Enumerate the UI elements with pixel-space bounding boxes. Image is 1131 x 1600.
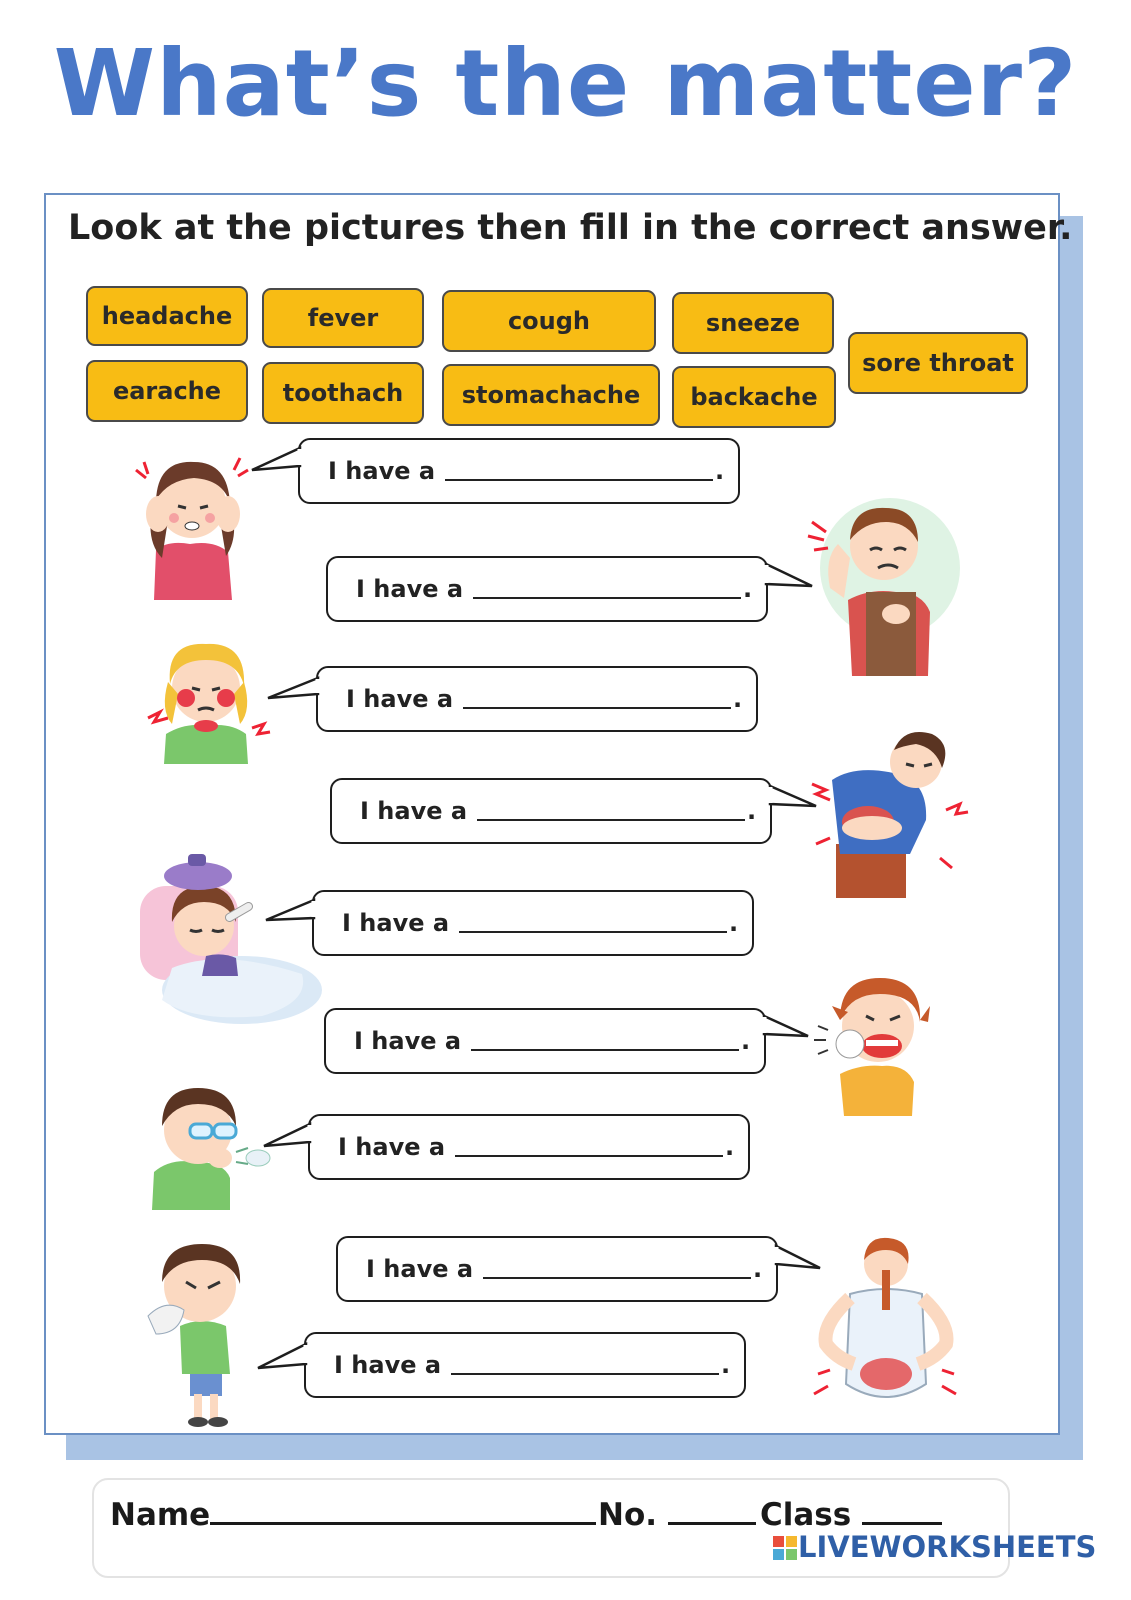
answer-bubble-6[interactable] xyxy=(324,1008,766,1074)
answer-bubble-9[interactable] xyxy=(304,1332,746,1398)
toothache-boy-icon xyxy=(810,964,940,1116)
word-chip-cough[interactable]: cough xyxy=(442,290,656,352)
bubble-prefix: I have a xyxy=(334,1351,442,1379)
answer-blank[interactable] xyxy=(483,1259,751,1279)
word-chip-stomachache[interactable]: stomachache xyxy=(442,364,660,426)
brand-text: LIVEWORKSHEETS xyxy=(798,1530,1097,1564)
answer-blank[interactable] xyxy=(455,1137,723,1157)
headache-girl-icon xyxy=(128,440,258,600)
word-chip-earache[interactable]: earache xyxy=(86,360,248,422)
answer-blank[interactable] xyxy=(471,1031,739,1051)
liveworksheets-logo-icon xyxy=(772,1535,798,1561)
backache-woman-icon xyxy=(806,1234,966,1412)
number-field[interactable] xyxy=(598,1496,756,1533)
answer-blank[interactable] xyxy=(445,461,713,481)
answer-bubble-5[interactable] xyxy=(312,890,754,956)
bubble-prefix: I have a xyxy=(342,909,450,937)
bubble-period: . xyxy=(725,1133,735,1161)
bubble-prefix: I have a xyxy=(346,685,454,713)
stomachache-man-icon xyxy=(806,724,966,900)
word-chip-sore-throat[interactable]: sore throat xyxy=(848,332,1028,394)
fever-girl-icon xyxy=(132,852,318,1026)
answer-bubble-8[interactable] xyxy=(336,1236,778,1302)
answer-bubble-2[interactable] xyxy=(326,556,768,622)
bubble-period: . xyxy=(733,685,743,713)
word-chip-fever[interactable]: fever xyxy=(262,288,424,348)
bubble-tail-6 xyxy=(762,1014,812,1044)
word-chip-headache[interactable]: headache xyxy=(86,286,248,346)
bubble-period: . xyxy=(729,909,739,937)
answer-bubble-1[interactable] xyxy=(298,438,740,504)
answer-bubble-3[interactable] xyxy=(316,666,758,732)
bubble-prefix: I have a xyxy=(360,797,468,825)
number-label: No. xyxy=(598,1497,658,1533)
class-label: Class xyxy=(760,1497,852,1533)
bubble-period: . xyxy=(715,457,725,485)
answer-blank[interactable] xyxy=(463,689,731,709)
sneeze-boy-icon xyxy=(146,1242,250,1428)
liveworksheets-brand xyxy=(772,1530,1096,1564)
word-chip-backache[interactable]: backache xyxy=(672,366,836,428)
sore-throat-girl-icon xyxy=(146,634,276,764)
class-field[interactable] xyxy=(760,1496,942,1533)
bubble-prefix: I have a xyxy=(366,1255,474,1283)
earache-boy-icon xyxy=(800,488,960,678)
bubble-prefix: I have a xyxy=(356,575,464,603)
answer-bubble-4[interactable] xyxy=(330,778,772,844)
name-label: Name xyxy=(110,1497,211,1533)
page-title: What’s the matter? xyxy=(53,30,1078,137)
answer-blank[interactable] xyxy=(477,801,745,821)
answer-blank[interactable] xyxy=(473,579,741,599)
bubble-period: . xyxy=(747,797,757,825)
answer-blank[interactable] xyxy=(459,913,727,933)
class-line[interactable] xyxy=(862,1496,942,1525)
word-chip-toothach[interactable]: toothach xyxy=(262,362,424,424)
bubble-prefix: I have a xyxy=(354,1027,462,1055)
bubble-period: . xyxy=(743,575,753,603)
bubble-period: . xyxy=(721,1351,731,1379)
bubble-period: . xyxy=(753,1255,763,1283)
name-field[interactable] xyxy=(110,1496,596,1533)
name-line[interactable] xyxy=(210,1496,596,1525)
bubble-period: . xyxy=(741,1027,751,1055)
answer-blank[interactable] xyxy=(451,1355,719,1375)
answer-bubble-7[interactable] xyxy=(308,1114,750,1180)
number-line[interactable] xyxy=(668,1496,756,1525)
bubble-prefix: I have a xyxy=(328,457,436,485)
bubble-prefix: I have a xyxy=(338,1133,446,1161)
cough-boy-icon xyxy=(150,1082,280,1210)
bubble-tail-9 xyxy=(256,1342,308,1376)
word-chip-sneeze[interactable]: sneeze xyxy=(672,292,834,354)
instruction-text: Look at the pictures then fill in the correct answer. xyxy=(68,208,1073,248)
